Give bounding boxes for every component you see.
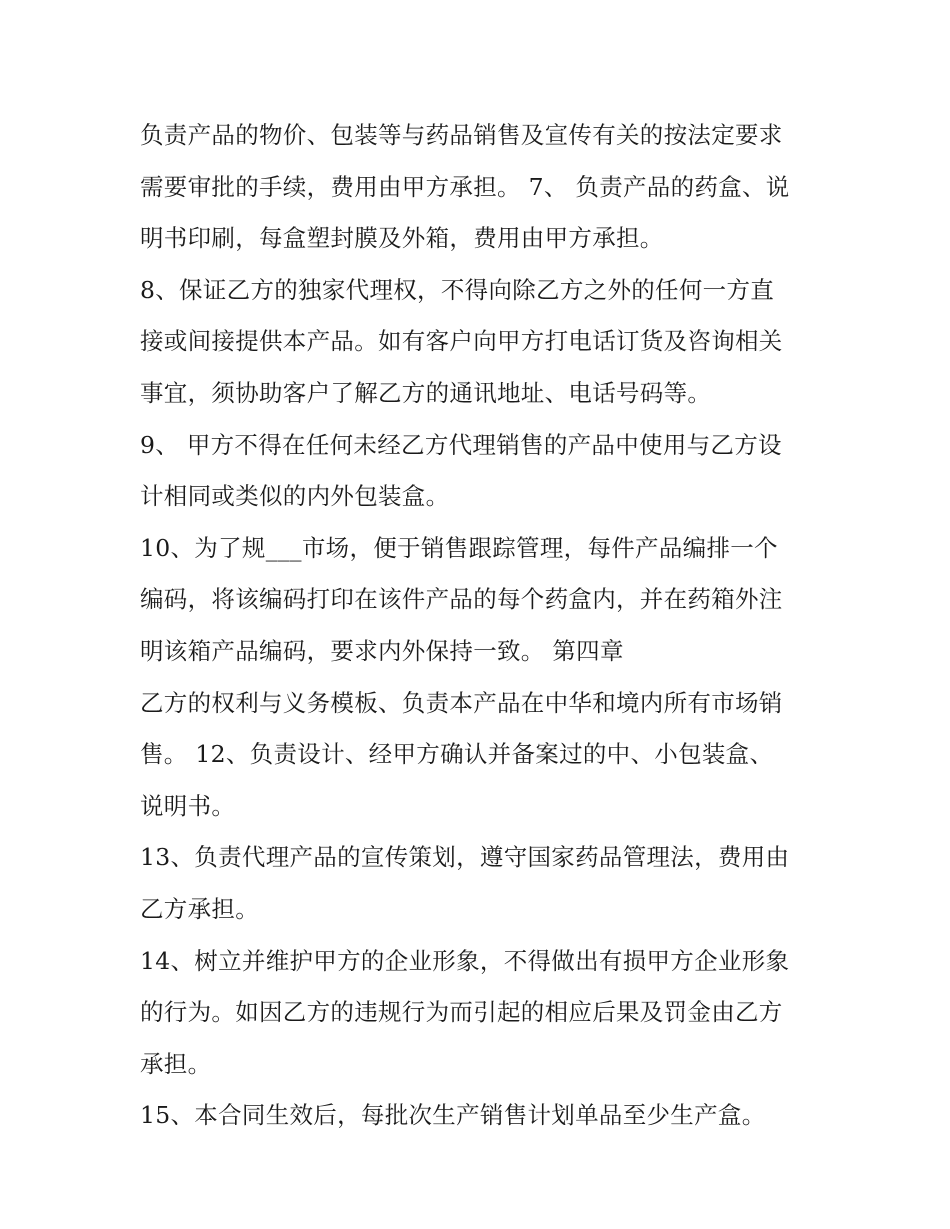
text-line: 明书印刷，每盒塑封膜及外箱，费用由甲方承担。 bbox=[140, 224, 664, 253]
text-line: 14、树立并维护甲方的企业形象，不得做出有损甲方企业形象 bbox=[140, 946, 790, 975]
text-line: 售。 12、负责设计、经甲方确认并备案过的中、小包装盒、 bbox=[140, 740, 774, 769]
text-line: 说明书。 bbox=[140, 791, 236, 820]
text-line: 13、负责代理产品的宣传策划，遵守国家药品管理法，费用由 bbox=[140, 843, 790, 872]
text-line: 的行为。如因乙方的违规行为而引起的相应后果及罚金由乙方 bbox=[140, 998, 783, 1027]
text-line: 15、本合同生效后，每批次生产销售计划单品至少生产盒。 bbox=[140, 1101, 766, 1130]
text-line: 8、保证乙方的独家代理权，不得向除乙方之外的任何一方直 bbox=[140, 275, 775, 304]
text-line: 明该箱产品编码，要求内外保持一致。 第四章 bbox=[140, 636, 624, 665]
text-line: 9、 甲方不得在任何未经乙方代理销售的产品中使用与乙方设 bbox=[140, 430, 782, 459]
text-line: 承担。 bbox=[140, 1049, 212, 1078]
text-line: 事宜，须协助客户了解乙方的通讯地址、电话号码等。 bbox=[140, 378, 712, 407]
text-line: 需要审批的手续，费用由甲方承担。 7、 负责产品的药盒、说 bbox=[140, 172, 790, 201]
text-line: 乙方的权利与义务模板、负责本产品在中华和境内所有市场销 bbox=[140, 688, 783, 717]
text-line: 计相同或类似的内外包装盒。 bbox=[140, 482, 450, 511]
text-line: 负责产品的物价、包装等与药品销售及宣传有关的按法定要求 bbox=[140, 121, 783, 149]
text-line: 10、为了规___市场，便于销售跟踪管理，每件产品编排一个 bbox=[140, 533, 778, 562]
text-line: 接或间接提供本产品。如有客户向甲方打电话订货及咨询相关 bbox=[140, 327, 783, 356]
text-line: 编码，将该编码打印在该件产品的每个药盒内，并在药箱外注 bbox=[140, 585, 783, 614]
text-line: 乙方承担。 bbox=[140, 894, 259, 923]
document-body bbox=[140, 110, 820, 1142]
